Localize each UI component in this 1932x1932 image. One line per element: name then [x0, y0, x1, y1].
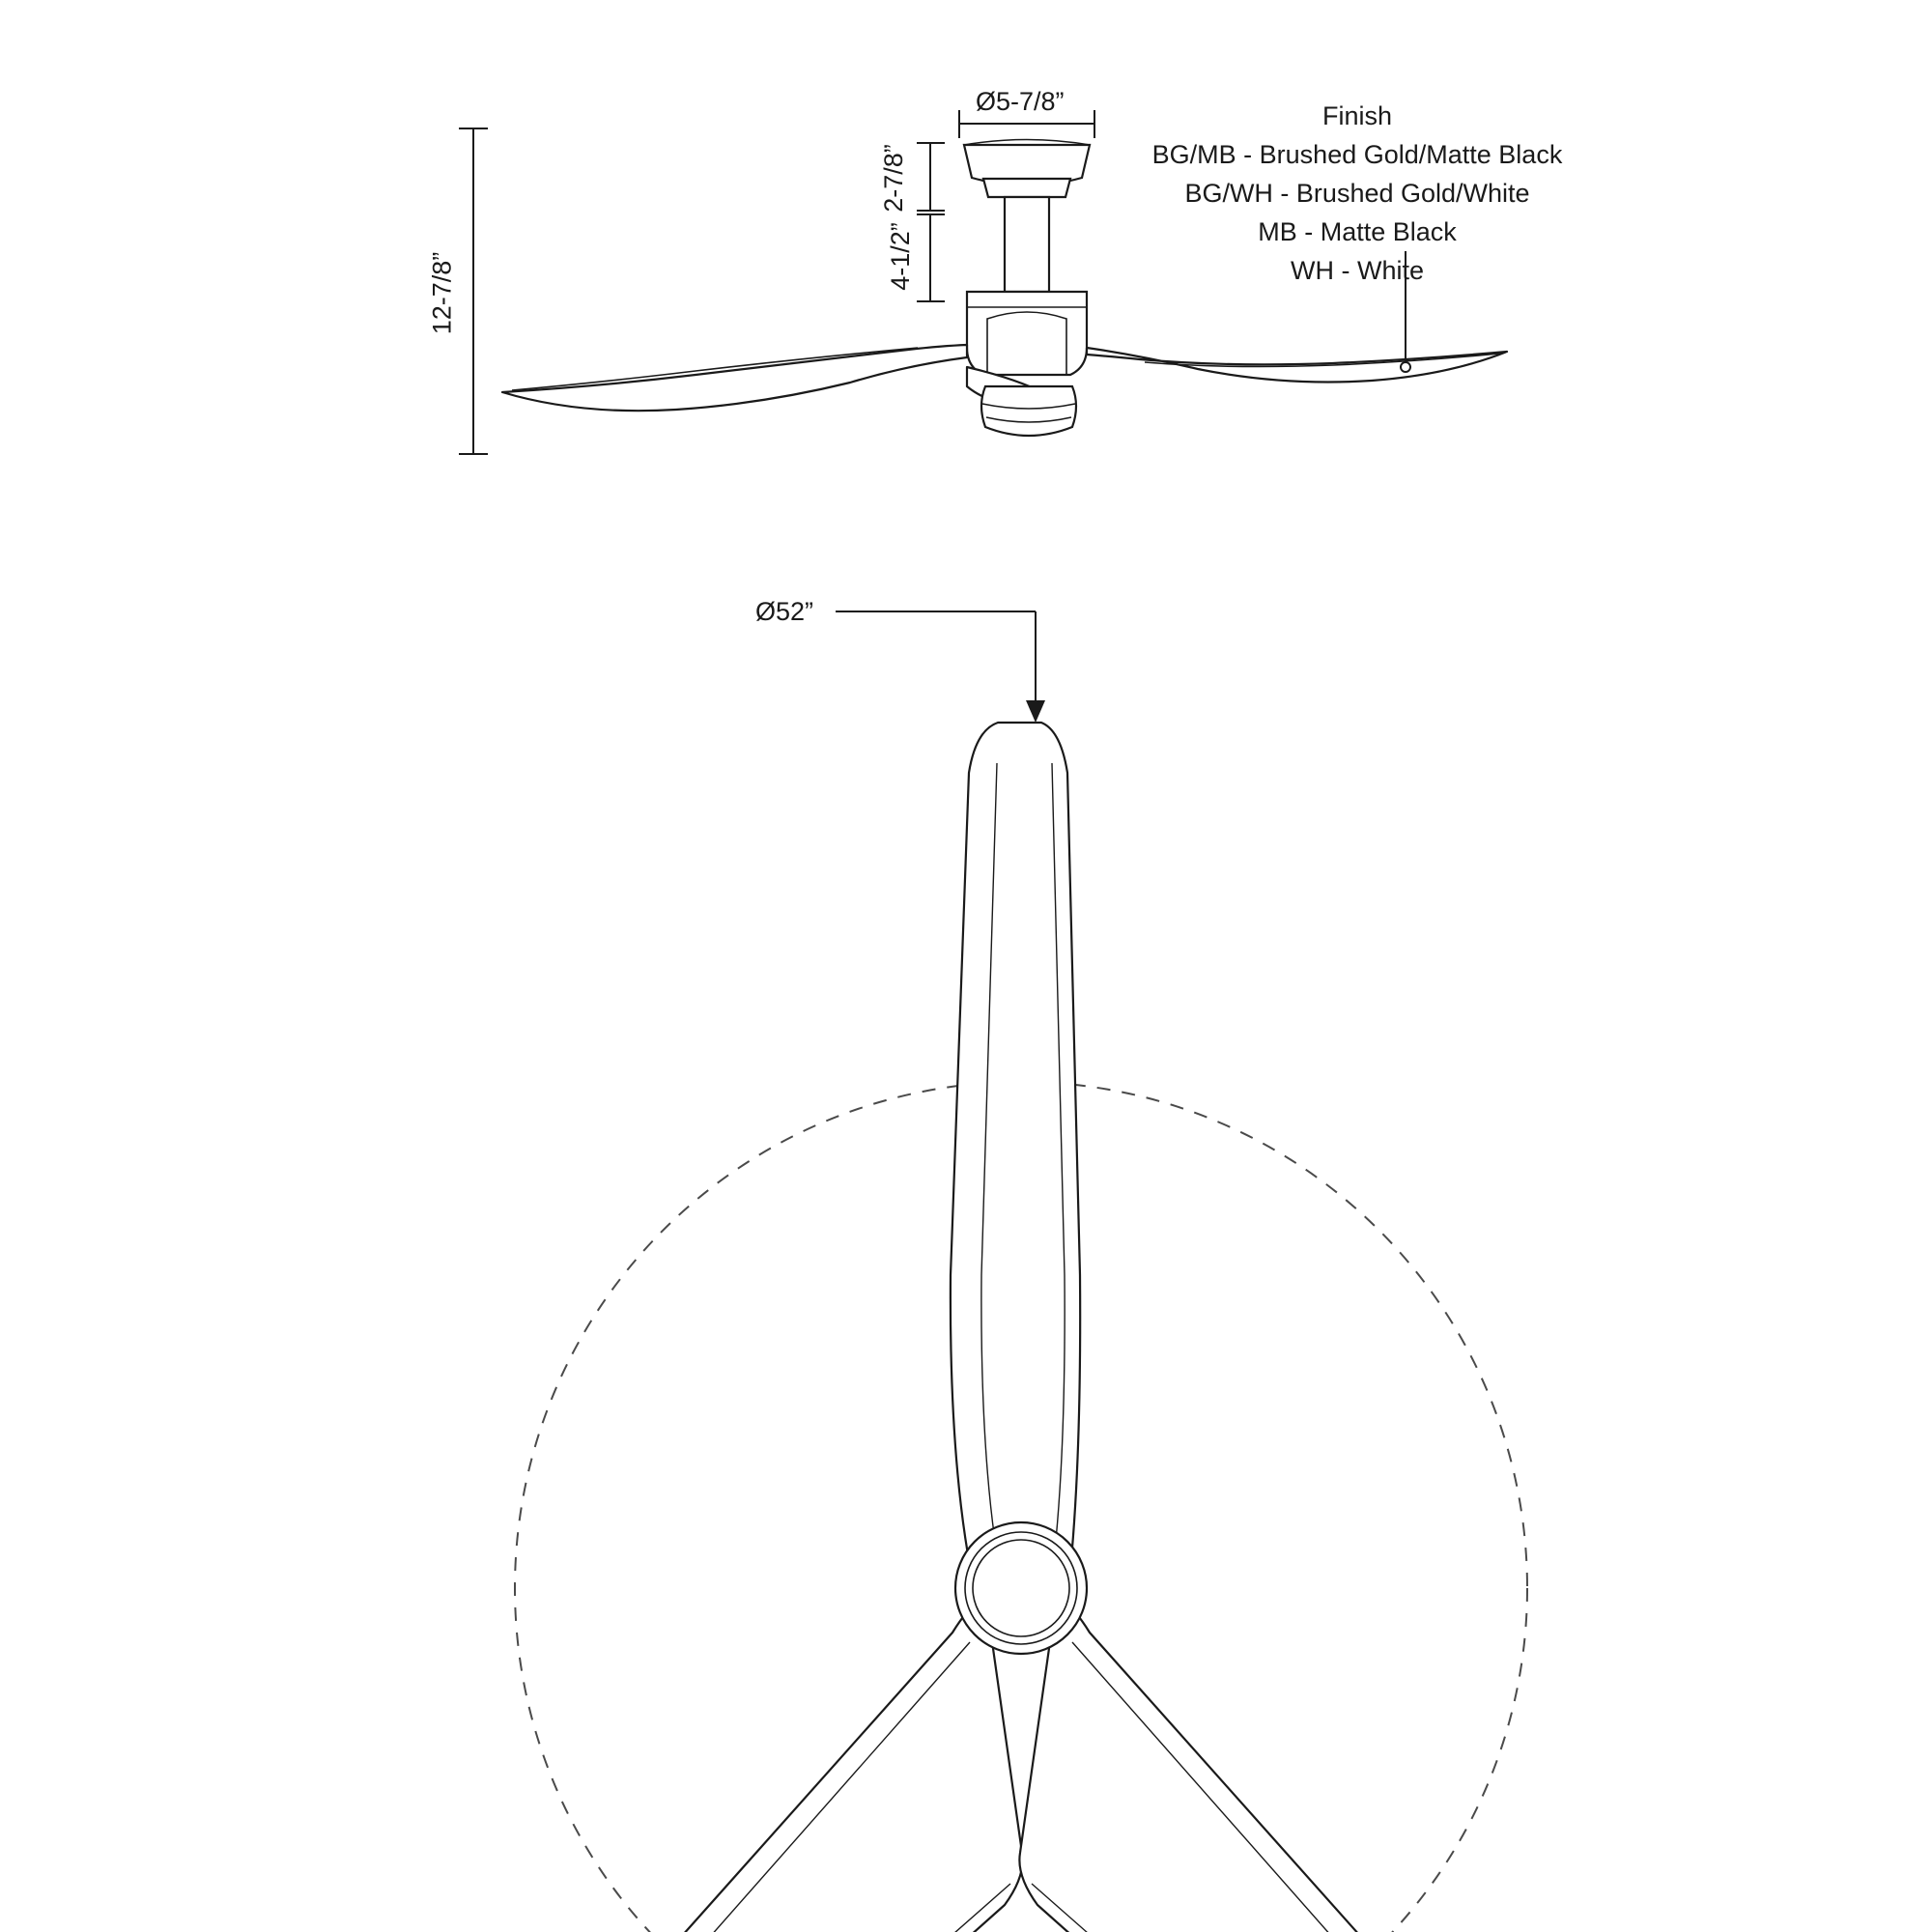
finish-option-3: WH - White — [1291, 256, 1424, 285]
downrod-height-dimension — [917, 214, 945, 301]
canopy-height-label: 2-7/8” — [878, 144, 908, 213]
canopy-diameter-label: Ø5-7/8” — [976, 87, 1065, 116]
blade-span-label: Ø52” — [755, 597, 814, 626]
finish-option-1: BG/WH - Brushed Gold/White — [1184, 179, 1530, 208]
downrod-height-label: 4-1/2” — [885, 222, 915, 291]
canopy-height-dimension — [917, 143, 945, 211]
blade-span-leader — [836, 611, 1045, 723]
downrod — [1005, 197, 1049, 292]
motor-housing — [967, 292, 1087, 375]
canopy — [964, 140, 1090, 198]
overall-height-dimension — [459, 128, 488, 454]
top-plan-view — [0, 531, 1932, 1932]
blade-side-right — [1087, 348, 1507, 383]
finish-heading: Finish — [1321, 101, 1393, 130]
blade-side-left — [502, 345, 967, 411]
finish-option-0: BG/MB - Brushed Gold/Matte Black — [1151, 140, 1563, 169]
side-elevation-view — [0, 0, 1932, 502]
overall-height-label: 12-7/8” — [427, 251, 457, 335]
fan-blade-top — [951, 723, 1080, 1633]
fan-blade-lower-left — [516, 1594, 1022, 1932]
finish-option-2: MB - Matte Black — [1258, 217, 1457, 246]
motor-hub — [955, 1522, 1087, 1654]
fan-blade-lower-right — [1019, 1594, 1525, 1932]
lower-housing — [981, 386, 1076, 436]
finish-legend — [1135, 97, 1579, 290]
